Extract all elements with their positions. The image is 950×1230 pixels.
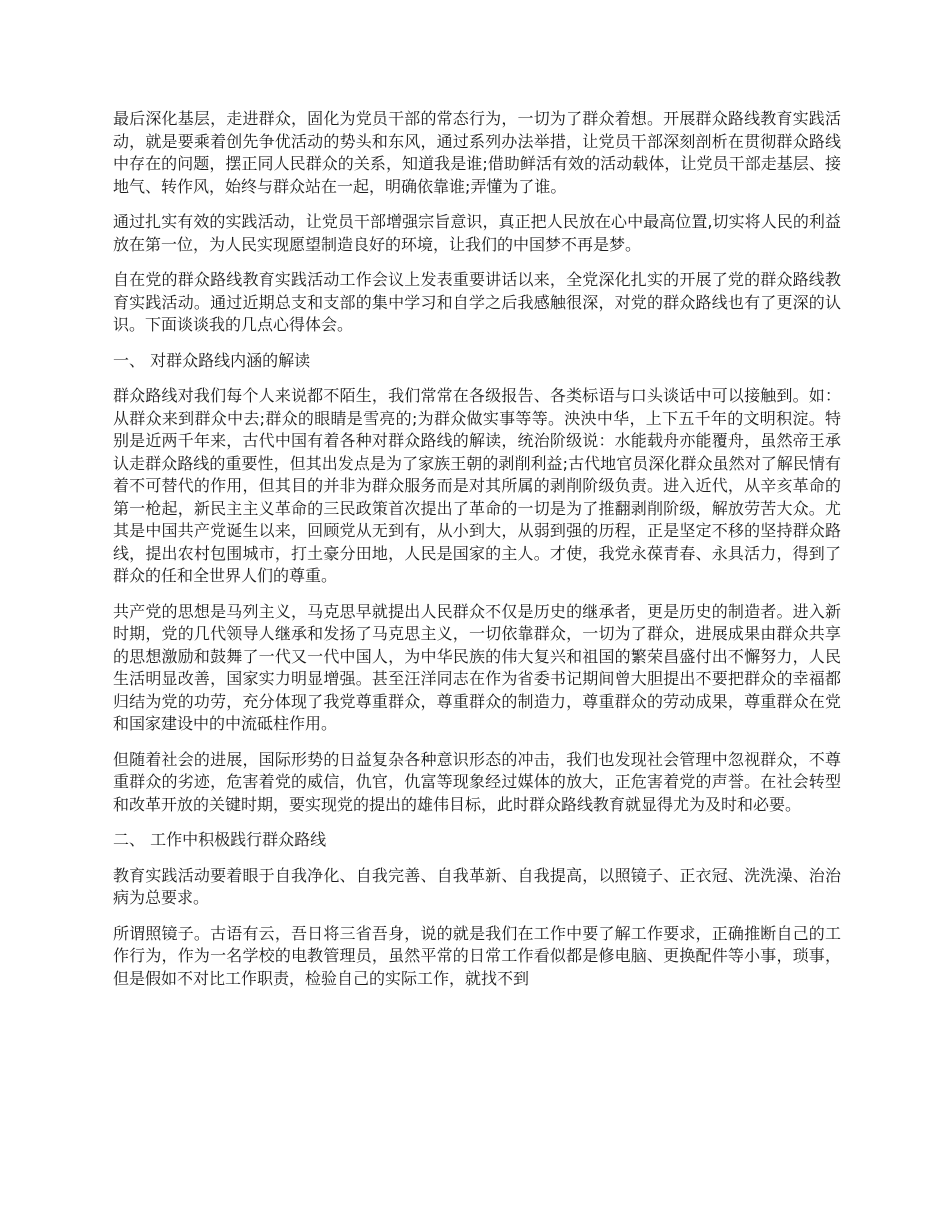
paragraph-5: 共产党的思想是马列主义，马克思早就提出人民群众不仅是历史的继承者，更是历史的制造者。进入新时期，党的几代领导人继承和发扬了马克思主义，一切依靠群众，一切为了群众，进展成果由群众共享的思想激励和鼓舞了一代又一代中国人，为中华民族的伟大复兴和祖国的繁荣昌盛付出不懈努力，人民生活明显改善，国家实力明显增强。甚至汪洋同志在作为省委书记期间曾大胆提出不要把群众的幸福都归结为党的功劳，充分体现了我党尊重群众，尊重群众的制造力，尊重群众的劳动成果，尊重群众在党和国家建设中的中流砥柱作用。 [113,601,841,733]
section-heading-1: 一、 对群众路线内涵的解读 [113,350,311,370]
paragraph-2: 通过扎实有效的实践活动，让党员干部增强宗旨意识，真正把人民放在心中最高位置,切实将人民的利益放在第一位，为人民实现愿望制造良好的环境，让我们的中国梦不再是梦。 [113,212,841,254]
paragraph-4: 群众路线对我们每个人来说都不陌生，我们常常在各级报告、各类标语与口头谈话中可以接触到。如：从群众来到群众中去;群众的眼睛是雪亮的;为群众做实事等等。泱泱中华，上下五千年的文明积淀。特别是近两千年来，古代中国有着各种对群众路线的解读，统治阶级说：水能载舟亦能覆舟，虽然帝王承认走群众路线的重要性，但其出发点是为了家族王朝的剥削利益;古代地官员深化群众虽然对了解民情有着不可替代的作用，但其目的并非为群众服务而是对其所属的剥削阶级负责。进入近代，从辛亥革命的第一枪起，新民主主义革命的三民政策首次提出了革命的一切是为了推翻剥削阶级，解放劳苦大众。尤其是中国共产党诞生以来，回顾党从无到有，从小到大，从弱到强的历程，正是坚定不移的坚持群众路线，提出农村包围城市，打土豪分田地，人民是国家的主人。才使，我党永葆青春、永具活力，得到了群众的任和全世界人们的尊重。 [113,386,841,585]
document-body [113,108,841,1003]
paragraph-1: 最后深化基层，走进群众，固化为党员干部的常态行为，一切为了群众着想。开展群众路线教育实践活动，就是要乘着创先争优活动的势头和东风，通过系列办法举措，让党员干部深刻剖析在贯彻群众路线中存在的问题，摆正同人民群众的关系，知道我是谁;借助鲜活有效的活动载体，让党员干部走基层、接地气、转作风，始终与群众站在一起，明确依靠谁;弄懂为了谁。 [113,109,841,196]
paragraph-6: 但随着社会的进展，国际形势的日益复杂各种意识形态的冲击，我们也发现社会管理中忽视群众，不尊重群众的劣迹，危害着党的威信，仇官，仇富等现象经过媒体的放大，正危害着党的声誉。在社会转型和改革开放的关键时期，要实现党的提出的雄伟目标，此时群众路线教育就显得尤为及时和必要。 [113,749,841,814]
paragraph-3: 自在党的群众路线教育实践活动工作会议上发表重要讲话以来，全党深化扎实的开展了党的群众路线教育实践活动。通过近期总支和支部的集中学习和自学之后我感触很深，对党的群众路线也有了更深的认识。下面谈谈我的几点心得体会。 [113,270,841,334]
section-heading-2: 二、 工作中积极践行群众路线 [113,830,327,849]
paragraph-8: 所谓照镜子。古语有云，吾日将三省吾身，说的就是我们在工作中要了解工作要求，正确推断自己的工作行为，作为一名学校的电教管理员，虽然平常的日常工作看似都是修电脑、更换配件等小事，琐事，但是假如不对比工作职责，检验自己的实际工作，就找不到 [113,923,841,988]
paragraph-7: 教育实践活动要着眼于自我净化、自我完善、自我革新、自我提高，以照镜子、正衣冠、洗洗澡、治治病为总要求。 [113,865,841,907]
